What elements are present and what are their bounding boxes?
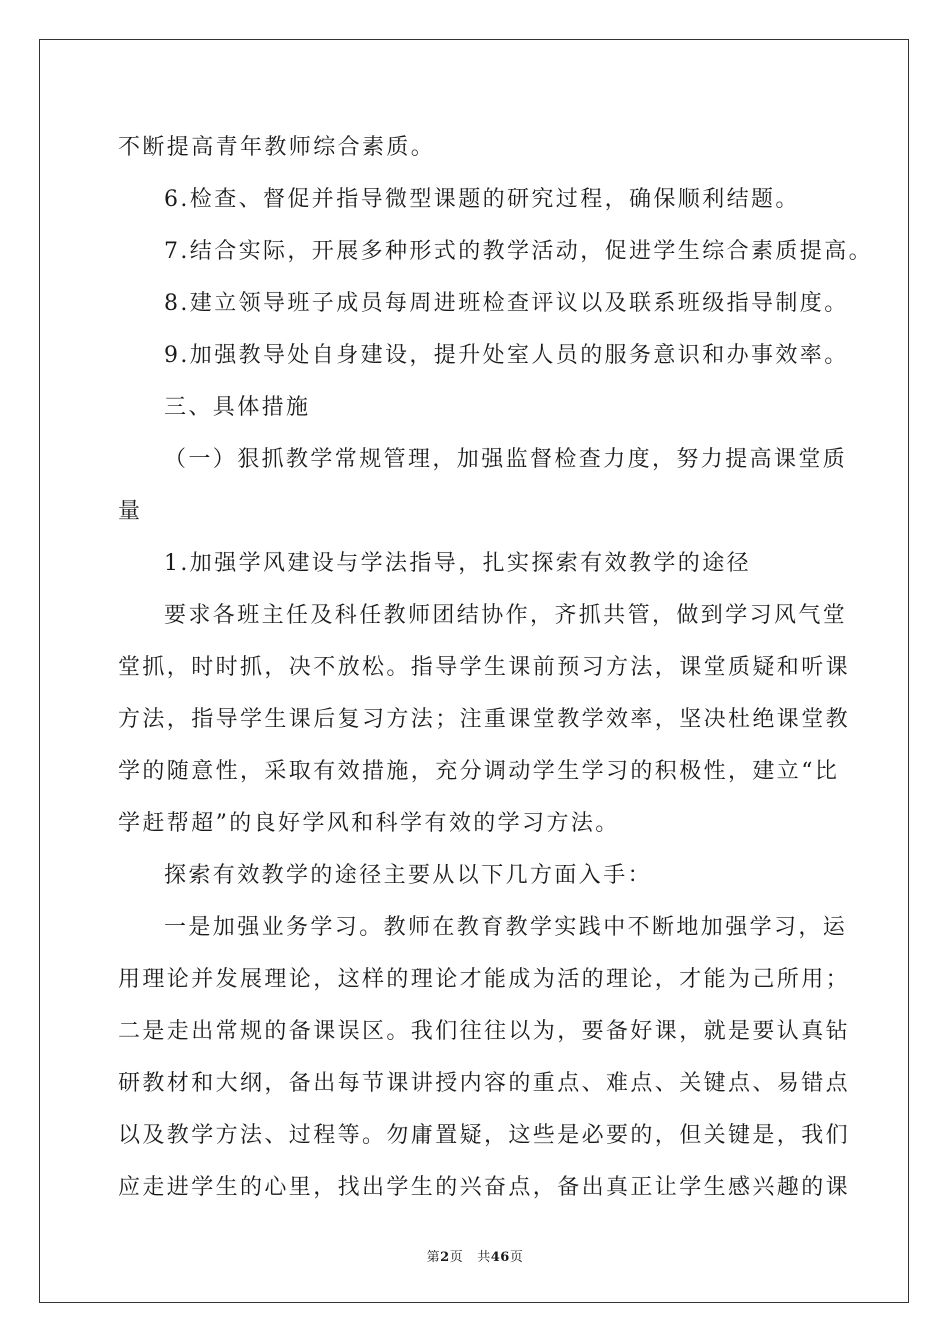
section-heading: 三、具体措施 — [164, 395, 311, 420]
text-line: 学赶帮超”的良好学风和科学有效的学习方法。 — [118, 811, 620, 836]
item-heading: 1.加强学风建设与学法指导，扎实探索有效教学的途径 — [164, 551, 751, 576]
text-line: 6.检查、督促并指导微型课题的研究过程，确保顺利结题。 — [164, 187, 800, 212]
subsection-heading-cont: 量 — [118, 499, 143, 524]
total-suffix: 页 — [509, 1250, 524, 1265]
text-line: 堂抓，时时抓，决不放松。指导学生课前预习方法，课堂质疑和听课 — [118, 655, 851, 680]
text-line: 方法，指导学生课后复习方法；注重课堂教学效率，坚决杜绝课堂教 — [118, 707, 851, 732]
text-line: 8.建立领导班子成员每周进班检查评议以及联系班级指导制度。 — [164, 291, 849, 316]
text-line: 研教材和大纲，备出每节课讲授内容的重点、难点、关键点、易错点 — [118, 1071, 851, 1096]
text-line: 要求各班主任及科任教师团结协作，齐抓共管，做到学习风气堂 — [164, 603, 848, 628]
text-line: 探索有效教学的途径主要从以下几方面入手： — [164, 863, 653, 888]
text-line: 二是走出常规的备课误区。我们往往以为，要备好课，就是要认真钻 — [118, 1019, 851, 1044]
text-line: 9.加强教导处自身建设，提升处室人员的服务意识和办事效率。 — [164, 343, 849, 368]
text-line: 以及教学方法、过程等。勿庸置疑，这些是必要的，但关键是，我们 — [118, 1123, 851, 1148]
page-suffix: 页 — [449, 1250, 464, 1265]
page-footer — [0, 1246, 950, 1265]
text-line: 7.结合实际，开展多种形式的教学活动，促进学生综合素质提高。 — [164, 239, 873, 264]
text-line: 用理论并发展理论，这样的理论才能成为活的理论，才能为己所用； — [118, 967, 851, 992]
page-prefix: 第 — [426, 1250, 441, 1265]
subsection-heading: （一）狠抓教学常规管理，加强监督检查力度，努力提高课堂质 — [164, 447, 848, 472]
text-line: 学的随意性，采取有效措施，充分调动学生学习的积极性，建立“比 — [118, 759, 840, 784]
total-prefix: 共 — [477, 1250, 491, 1265]
text-line: 一是加强业务学习。教师在教育教学实践中不断地加强学习，运 — [164, 915, 848, 940]
total-pages: 46 — [490, 1250, 510, 1265]
page-number: 2 — [440, 1250, 450, 1265]
text-line: 应走进学生的心里，找出学生的兴奋点，备出真正让学生感兴趣的课 — [118, 1175, 851, 1200]
text-line: 不断提高青年教师综合素质。 — [118, 135, 436, 160]
